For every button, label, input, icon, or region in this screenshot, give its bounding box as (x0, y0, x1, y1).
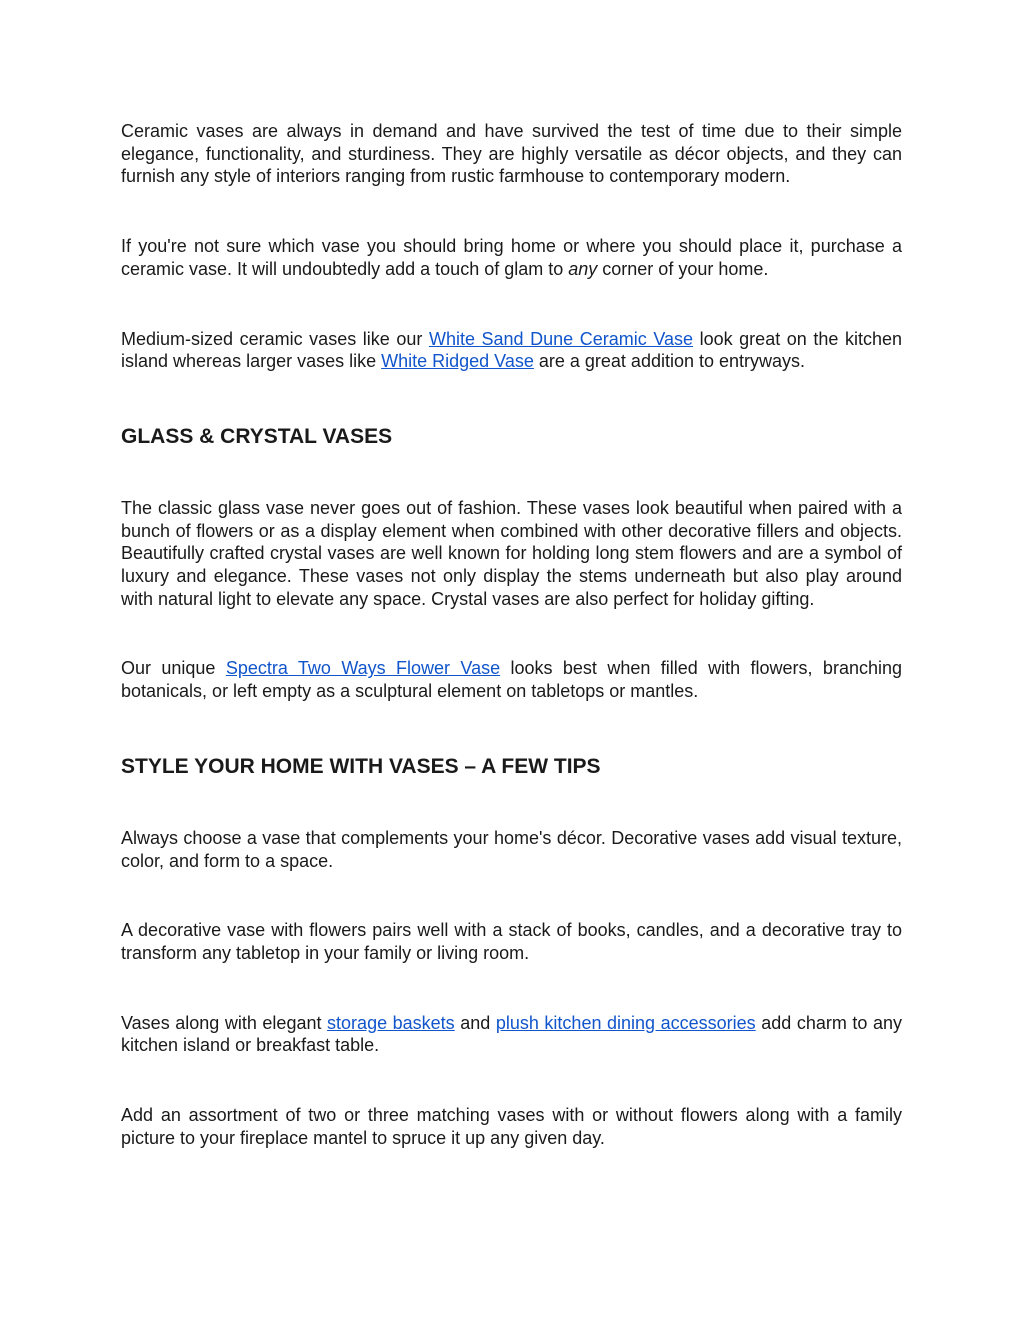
paragraph-text: are a great addition to entryways. (533, 351, 806, 372)
emphasis-text: any (568, 258, 598, 279)
paragraph-text: Medium-sized ceramic vases like our (121, 328, 429, 349)
link-white-ridged-vase[interactable]: White Ridged Vase (381, 351, 534, 372)
paragraph-text: and (454, 1012, 496, 1033)
paragraph-text: If you're not sure which vase you should bring home or where you should place it, purchase a ceramic vase. It will undoubtedly add a touch of glam to (121, 236, 902, 279)
paragraph-glass-intro (121, 497, 902, 611)
heading-style-tips: STYLE YOUR HOME WITH VASES – A FEW TIPS (121, 754, 601, 778)
paragraph-text: look great on the kitchen island whereas larger vases like (121, 328, 902, 372)
paragraph-tip-complement-decor (121, 827, 902, 872)
paragraph-ceramic-intro (121, 120, 902, 188)
link-white-sand-dune-ceramic-vase[interactable]: White Sand Dune Ceramic Vase (428, 328, 694, 349)
paragraph-text: add charm to any kitchen island or breakfast table. (121, 1012, 902, 1056)
paragraph-ceramic-advice (121, 235, 902, 280)
link-spectra-two-ways-flower-vase[interactable]: Spectra Two Ways Flower Vase (225, 658, 501, 679)
link-plush-kitchen-dining-accessories[interactable]: plush kitchen dining accessories (495, 1012, 756, 1033)
paragraph-text: The classic glass vase never goes out of fashion. These vases look beautiful when paired with a bunch of flowers or as a display element when combined with other decorative fillers and objects. Beautifully crafted crystal vases are well known for holding long stem flowers and are a symbol of luxury and elegance. These vases not only display the stems underneath but also play around with natural light to elevate any space. Crystal vases are also perfect for holiday gifting. (121, 497, 902, 609)
paragraph-text: A decorative vase with flowers pairs well with a stack of books, candles, and a decorative tray to transform any tabletop in your family or living room. (121, 920, 902, 963)
paragraph-text: Ceramic vases are always in demand and have survived the test of time due to their simple elegance, functionality, and sturdiness. They are highly versatile as décor objects, and they can furnish any style of interiors ranging from rustic farmhouse to contemporary modern. (121, 121, 902, 187)
document-body (121, 120, 902, 1149)
paragraph-text: Our unique (121, 658, 226, 679)
paragraph-text: looks best when filled with flowers, branching botanicals, or left empty as a sculptural element on tabletops or mantles. (121, 658, 902, 702)
paragraph-text: Always choose a vase that complements your home's décor. Decorative vases add visual texture, color, and form to a space. (121, 827, 902, 871)
paragraph-ceramic-examples (121, 328, 902, 373)
heading-glass-crystal-vases: GLASS & CRYSTAL VASES (121, 424, 393, 448)
paragraph-spectra-vase (121, 657, 902, 702)
paragraph-tip-tabletop (121, 919, 902, 964)
paragraph-text: Vases along with elegant (121, 1012, 328, 1033)
paragraph-tip-mantel (121, 1104, 902, 1149)
paragraph-text: Add an assortment of two or three matching vases with or without flowers along with a family picture to your fireplace mantel to spruce it up any given day. (121, 1105, 902, 1148)
paragraph-text: corner of your home. (597, 258, 769, 279)
paragraph-tip-kitchen (121, 1012, 902, 1057)
link-storage-baskets[interactable]: storage baskets (327, 1012, 455, 1033)
